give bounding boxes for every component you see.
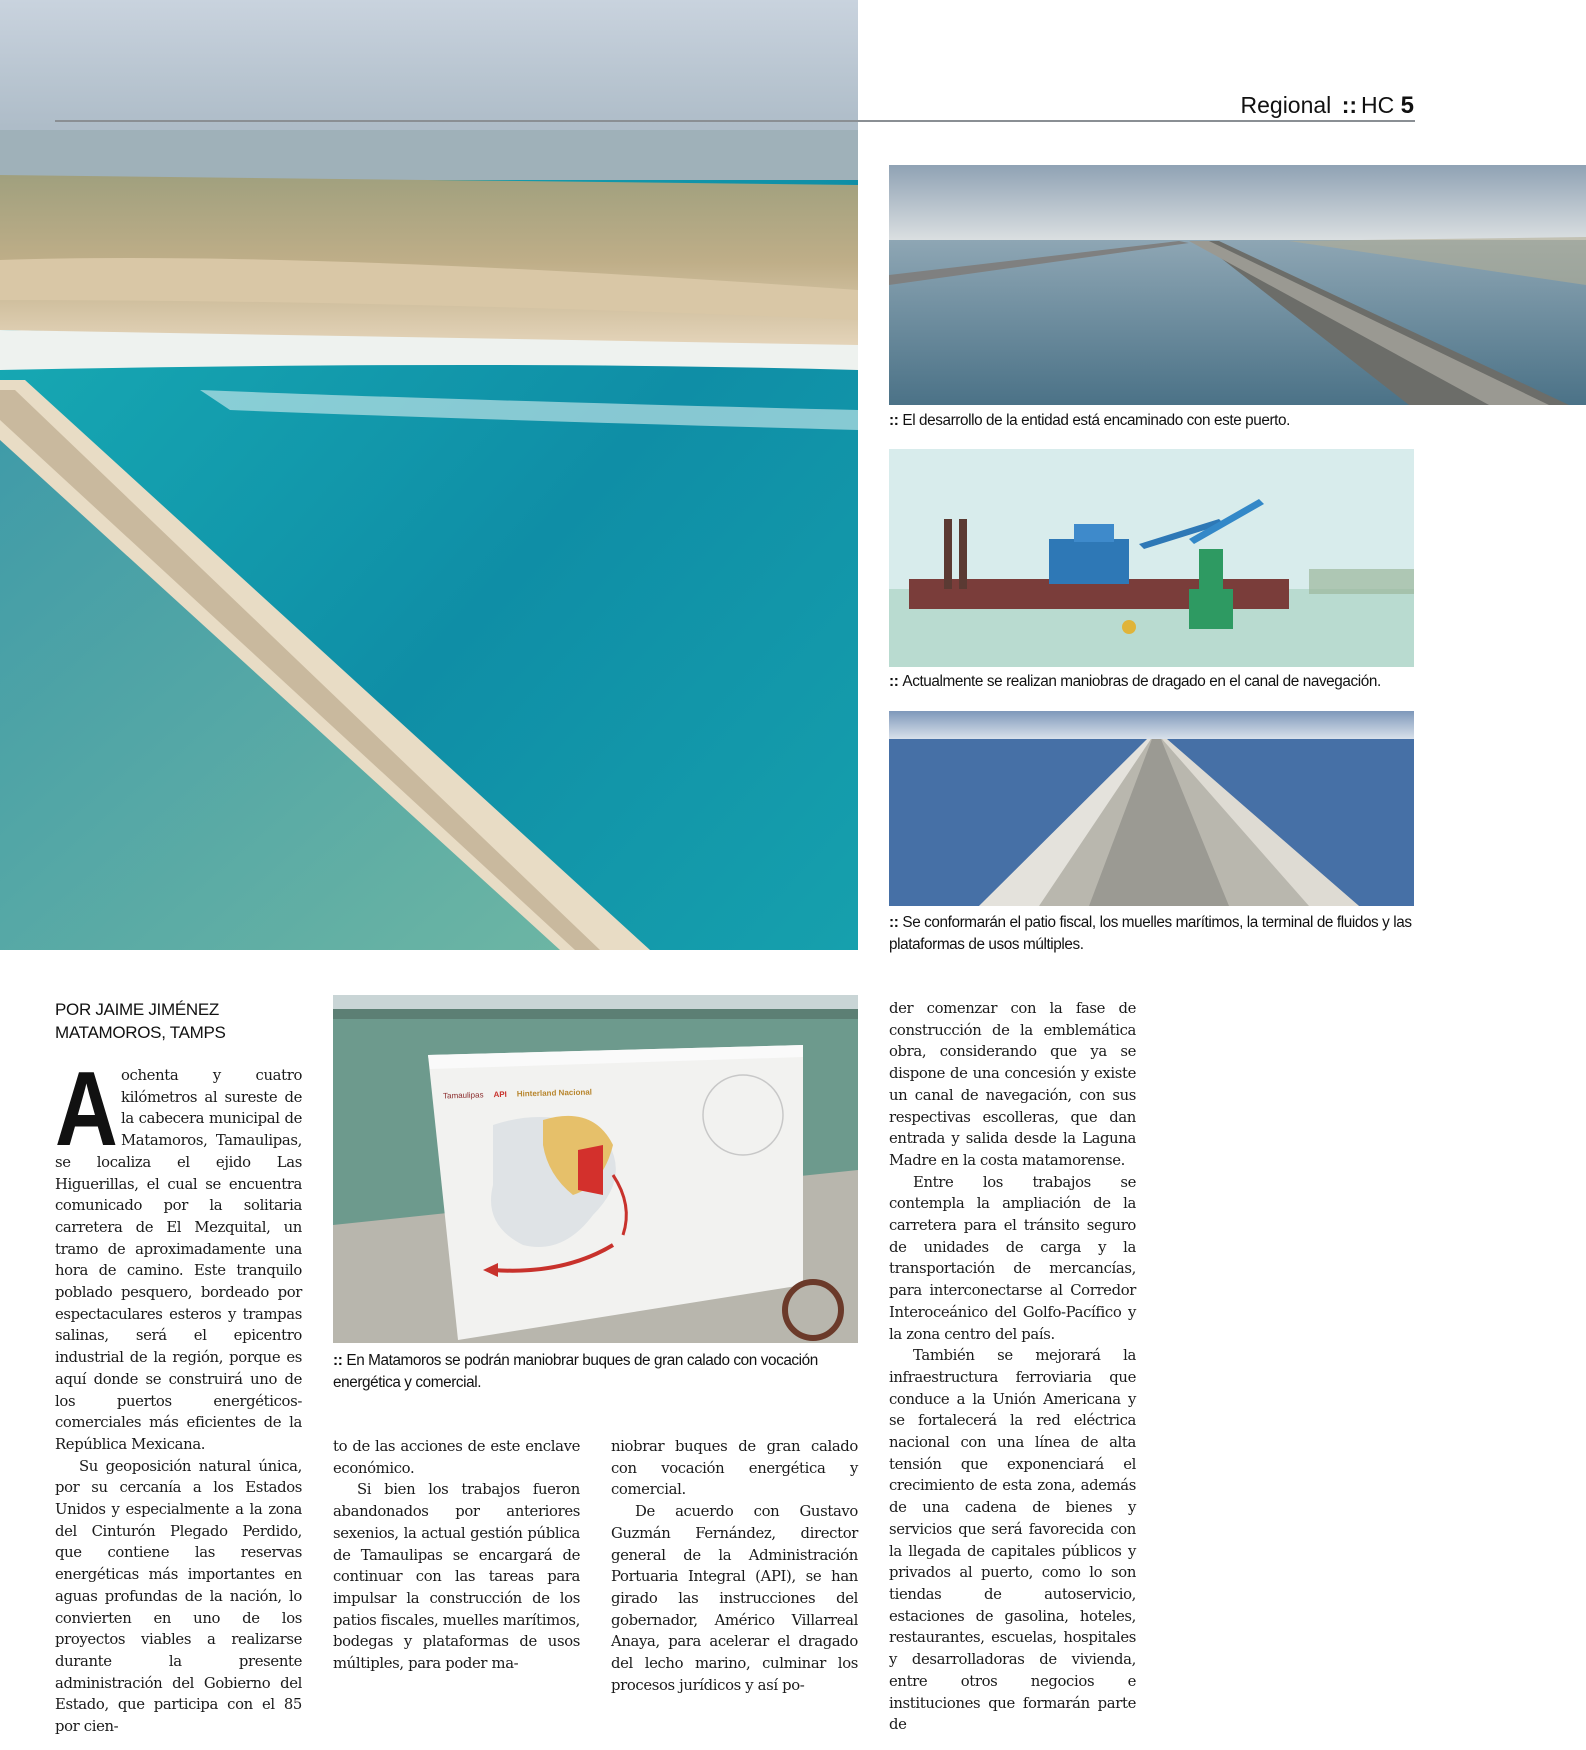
breakwater-image xyxy=(889,711,1414,906)
byline xyxy=(55,998,305,1044)
map-board-photo xyxy=(333,995,858,1343)
map-board-api: API xyxy=(493,1089,507,1100)
breakwater-photo xyxy=(889,711,1414,906)
map-board-title: Hinterland Nacional xyxy=(516,1087,593,1099)
article-paragraph: Su geoposición natural única, por su cercanía a los Estados Unidos y especialmente a la zona del Cinturón Plegado Perdido, que contiene las reservas energéticas más importantes en aguas profundas de la nación, lo convierten en uno de los proyectos viables a realizarse durante la presente administración del Gobierno del Estado, que participa con el 85 por cien- xyxy=(55,1457,302,1736)
caption-marker: :: xyxy=(889,914,899,931)
aerial-jetty-image xyxy=(0,0,858,950)
caption-marker: :: xyxy=(889,673,899,690)
canal-photo-caption xyxy=(889,410,1449,432)
drop-cap: A xyxy=(55,1050,118,1168)
map-board-brand: Tamaulipas xyxy=(442,1090,484,1101)
article-paragraph: Entre los trabajos se contempla la ampliación de la carretera para el tránsito seguro de unidades de carga y la transportación de mercancías, para interconectarse al Corredor Interoceánico del Golfo-Pacífico y la zona centro del país. xyxy=(889,1173,1136,1343)
dredger-image xyxy=(889,449,1414,667)
article-paragraph xyxy=(55,1050,302,1456)
publication-name: HC xyxy=(1361,92,1395,118)
caption-text: En Matamoros se podrán maniobrar buques de gran calado con vocación energética y comercial. xyxy=(333,1352,818,1391)
caption-marker: :: xyxy=(333,1352,343,1369)
map-board-caption xyxy=(333,1350,858,1394)
main-aerial-photo xyxy=(0,0,858,950)
dredger-photo xyxy=(889,449,1414,667)
article-paragraph: niobrar buques de gran calado con vocación energética y comercial. xyxy=(611,1438,858,1499)
article-paragraph: to de las acciones de este enclave económico. xyxy=(333,1438,580,1477)
article-column-4 xyxy=(889,998,1136,1736)
caption-marker: :: xyxy=(889,412,899,429)
map-board-image xyxy=(333,995,858,1343)
caption-text: Actualmente se realizan maniobras de dragado en el canal de navegación. xyxy=(902,673,1381,690)
canal-photo xyxy=(889,165,1586,405)
article-paragraph: También se mejorará la infraestructura ferroviaria que conduce a la Unión Americana y se fortalecerá la red eléctrica nacional con una línea de alta tensión que exponenciará el crecimiento de esta zona, además de una cadena de bienes y servicios que será favorecida con la llegada de capitales públicos y privados al puerto, como lo son tiendas de autoservicio, estaciones de gasolina, hoteles, restaurantes, escuelas, hospitales y desarrolladoras de vivienda, entre otros negocios e instituciones que formarán parte de xyxy=(889,1347,1136,1734)
dredger-photo-caption xyxy=(889,671,1449,693)
article-column-1 xyxy=(55,1050,302,1738)
header-rule xyxy=(55,120,1415,122)
canal-image xyxy=(889,165,1586,405)
article-paragraph: De acuerdo con Gustavo Guzmán Fernández, director general de la Administración Portuaria Integral (API), se han girado las instrucciones del gobernador, Américo Villarreal Anaya, para acelerar el dragado del lecho marino, culminar los procesos jurídicos y así po- xyxy=(611,1503,858,1694)
caption-text: El desarrollo de la entidad está encaminado con este puerto. xyxy=(902,412,1290,429)
section-header xyxy=(1241,92,1415,120)
article-paragraph: Si bien los trabajos fueron abandonados por anteriores sexenios, la actual gestión pública de Tamaulipas se encargará de continuar con las tareas para impulsar la construcción de los patios fiscales, muelles marítimos, bodegas y plataformas de usos múltiples, para poder ma- xyxy=(333,1481,580,1673)
section-name: Regional xyxy=(1240,92,1332,118)
article-column-2 xyxy=(333,1436,580,1675)
breakwater-photo-caption xyxy=(889,912,1419,956)
page-number: 5 xyxy=(1400,92,1414,119)
caption-text: Se conformarán el patio fiscal, los muelles marítimos, la terminal de fluidos y las plataformas de usos múltiples. xyxy=(889,914,1412,953)
paragraph-text: ochenta y cuatro kilómetros al sureste de la cabecera municipal de Matamoros, Tamaulipas, se localiza el ejido Las Higuerillas, el cual se encuentra comunicado por la solitaria carretera de El Mezquital, un tramo de aproximadamente una hora de camino. Este tranquilo poblado pesquero, bordeado por espectaculares esteros y trampas salinas, será el epicentro industrial de la región, porque es aquí donde se construirá uno de los puertos energéticos-comerciales más eficientes de la República Mexicana. xyxy=(55,1067,302,1453)
article-column-3 xyxy=(611,1436,858,1696)
byline-author: POR JAIME JIMÉNEZ xyxy=(55,1000,219,1019)
article-paragraph: der comenzar con la fase de construcción de la emblemática obra, considerando que ya se dispone de una concesión y existe un canal de navegación, con sus respectivas escolleras, que dan entrada y salida desde la Laguna Madre en la costa matamorense. xyxy=(889,1000,1136,1169)
section-separator: :: xyxy=(1341,92,1358,118)
byline-location: MATAMOROS, TAMPS xyxy=(55,1023,226,1042)
